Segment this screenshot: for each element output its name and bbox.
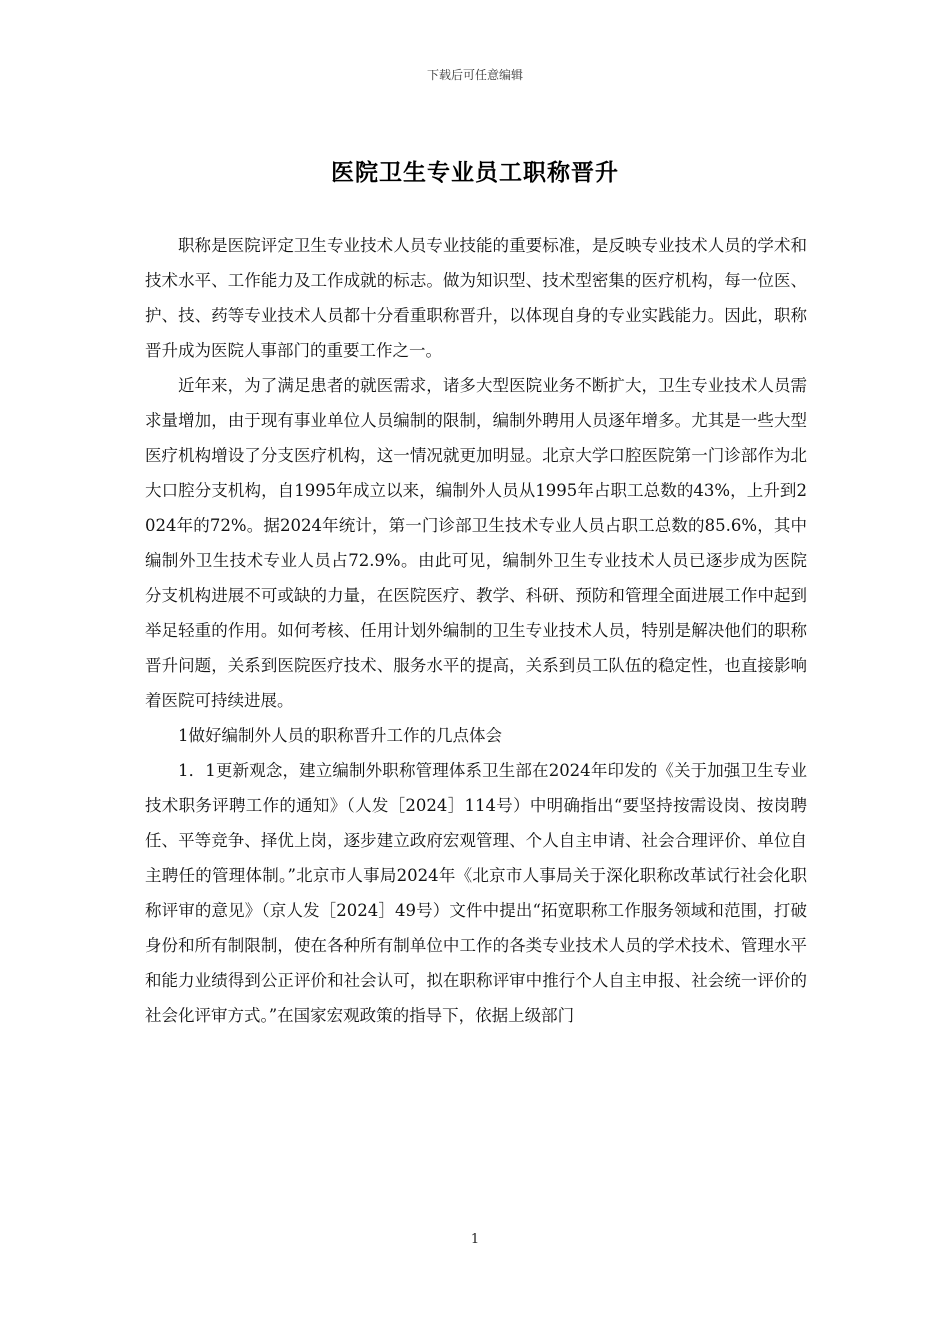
page-number: 1 [470,1232,480,1247]
page-header-note: 下载后可任意编辑 [426,68,523,82]
paragraph-intro: 职称是医院评定卫生专业技术人员专业技能的重要标准，是反映专业技术人员的学术和技术水平、工作能力及工作成就的标志。做为知识型、技术型密集的医疗机构，每一位医、护、技、药等专业技术人员都十分看重职称晋升，以体现自身的专业实践能力。因此，职称晋升成为医院人事部门的重要工作之一。 [145,236,807,360]
document-title: 医院卫生专业员工职称晋升 [331,159,619,186]
section-heading: 1做好编制外人员的职称晋升工作的几点体会 [178,726,502,745]
paragraph-background: 近年来，为了满足患者的就医需求，诸多大型医院业务不断扩大，卫生专业技术人员需求量增加，由于现有事业单位人员编制的限制，编制外聘用人员逐年增多。尤其是一些大型医疗机构增设了分支医疗机构，这一情况就更加明显。北京大学口腔医院第一门诊部作为北大口腔分支机构，自1995年成立以来，编制外人员从1995年占职工总数的43%，上升到2024年的72%。据2024年统计，第一门诊部卫生技术专业人员占职工总数的85.6%，其中编制外卫生技术专业人员占72.9%。由此可见，编制外卫生专业技术人员已逐步成为医院分支机构进展不可或缺的力量，在医院医疗、教学、科研、预防和管理全面进展工作中起到举足轻重的作用。如何考核、任用计划外编制的卫生专业技术人员，特别是解决他们的职称晋升问题，关系到医院医疗技术、服务水平的提高，关系到员工队伍的稳定性，也直接影响着医院可持续进展。 [145,376,807,710]
paragraph-subsection-1-1: 1．1更新观念，建立编制外职称管理体系卫生部在2024年印发的《关于加强卫生专业技术职务评聘工作的通知》（人发［2024］114号）中明确指出“要坚持按需设岗、按岗聘任、平等竞争、择优上岗，逐步建立政府宏观管理、个人自主申请、社会合理评价、单位自主聘任的管理体制。”北京市人事局2024年《北京市人事局关于深化职称改革试行社会化职称评审的意见》（京人发［2024］49号）文件中提出“拓宽职称工作服务领域和范围，打破身份和所有制限制，使在各种所有制单位中工作的各类专业技术人员的学术技术、管理水平和能力业绩得到公正评价和社会认可，拟在职称评审中推行个人自主申报、社会统一评价的社会化评审方式。”在国家宏观政策的指导下，依据上级部门 [145,761,807,1025]
document-body [145,228,807,1033]
